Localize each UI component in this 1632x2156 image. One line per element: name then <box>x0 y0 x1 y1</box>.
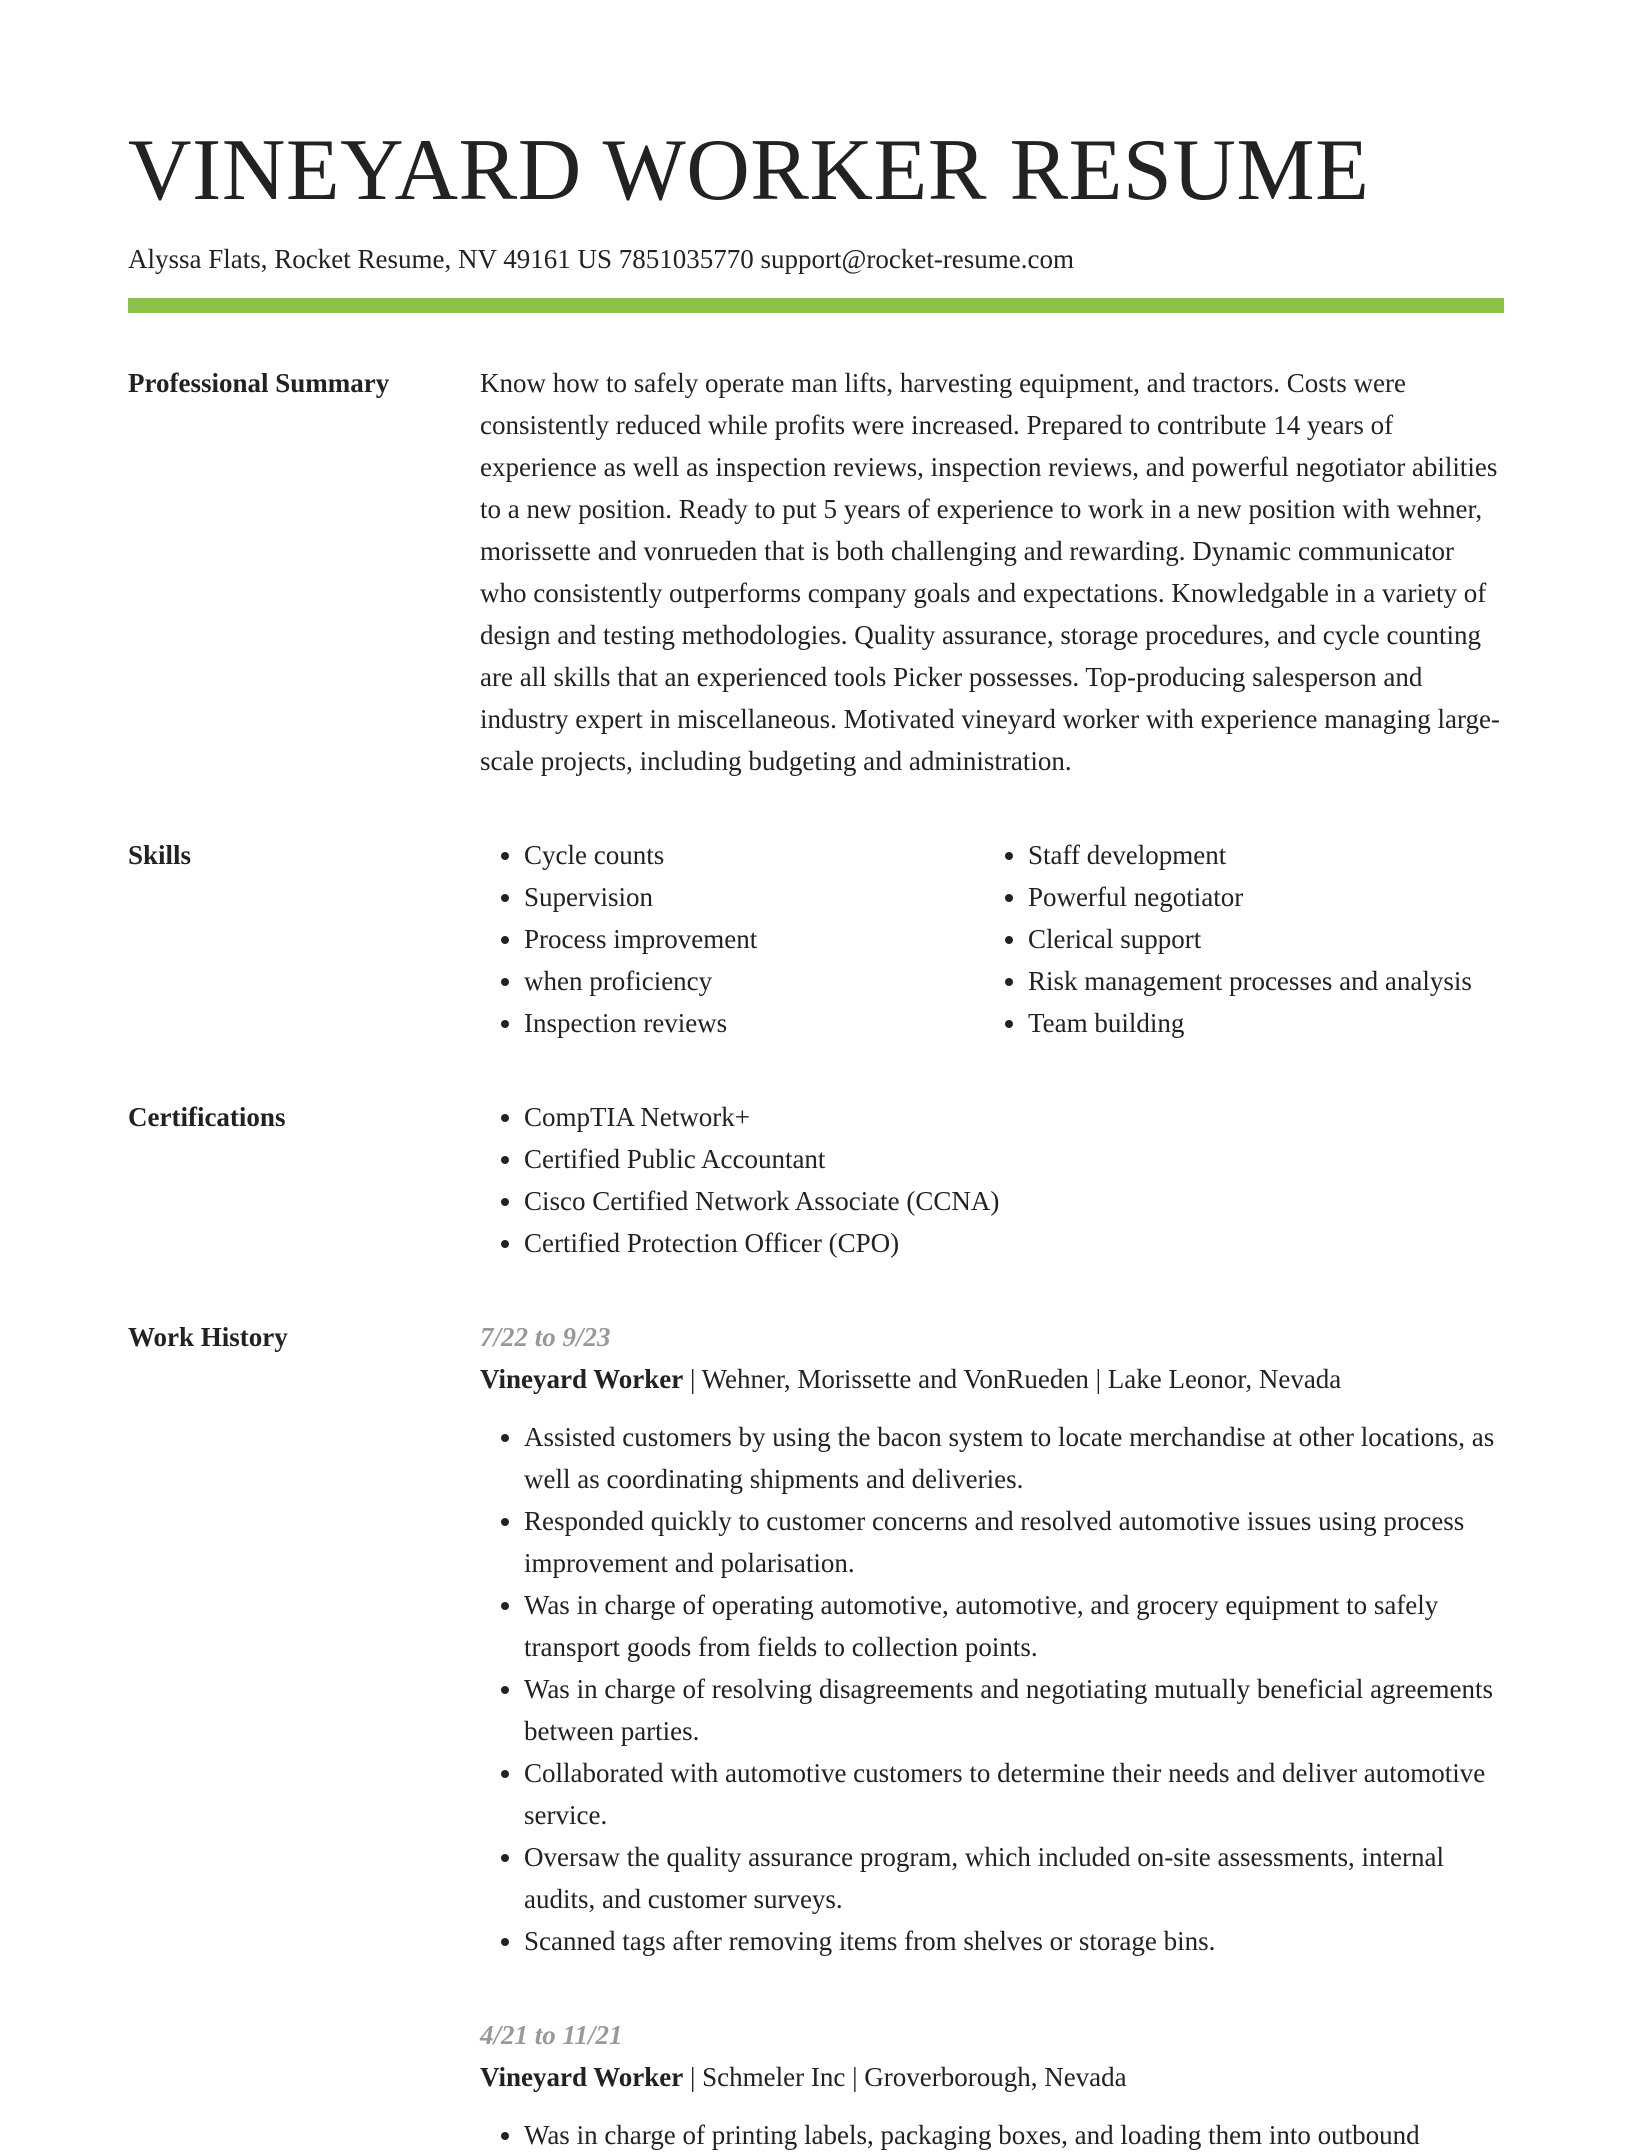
skill-item: • when proficiency <box>524 960 984 1002</box>
job-bullets <box>480 2114 1504 2156</box>
certifications-section <box>128 1096 1504 1264</box>
accent-divider <box>128 298 1504 313</box>
work-history-section <box>128 1316 1504 2156</box>
resume-title: VINEYARD WORKER RESUME <box>128 122 1370 219</box>
skill-item: • Inspection reviews <box>524 1002 984 1044</box>
section-label-certifications: Certifications <box>128 1102 286 1132</box>
job-entry <box>480 2014 1504 2156</box>
certifications-list <box>480 1096 1504 1264</box>
job-details: | Wehner, Morissette and VonRueden | Lake Leonor, Nevada <box>683 1364 1342 1394</box>
job-dates: 7/22 to 9/23 <box>480 1322 611 1352</box>
summary-text: Know how to safely operate man lifts, harvesting equipment, and tractors. Costs were consistently reduced while profits were increased. Prepared to contribute 14 years of experience as well as inspection reviews, inspection reviews, and powerful negotiator abilities to a new position. Ready to put 5 years of experience to work in a new position with wehner, morissette and vonrueden that is both challenging and rewarding. Dynamic communicator who consistently outperforms company goals and expectations. Knowledgable in a variety of design and testing methodologies. Quality assurance, storage procedures, and cycle counting are all skills that an experienced tools Picker possesses. Top-producing salesperson and industry expert in miscellaneous. Motivated vineyard worker with experience managing large-scale projects, including budgeting and administration. <box>480 368 1500 776</box>
skills-list-left <box>480 834 984 1044</box>
skill-item: • Team building <box>1028 1002 1504 1044</box>
skill-item: • Risk management processes and analysis <box>1028 960 1504 1002</box>
job-bullet: • Collaborated with automotive customers to determine their needs and deliver automotive service. <box>524 1752 1504 1836</box>
job-bullet: • Responded quickly to customer concerns and resolved automotive issues using process improvement and polarisation. <box>524 1500 1504 1584</box>
resume-page <box>128 0 1504 2156</box>
certification-item: • Certified Protection Officer (CPO) <box>524 1222 1504 1264</box>
job-dates: 4/21 to 11/21 <box>480 2020 623 2050</box>
contact-line: Alyssa Flats, Rocket Resume, NV 49161 US 7851035770 support@rocket-resume.com <box>128 244 1075 274</box>
skills-column-left <box>480 834 984 1044</box>
certifications-content <box>480 1096 1504 1264</box>
job-details: | Schmeler Inc | Groverborough, Nevada <box>683 2062 1127 2092</box>
job-bullet: • Assisted customers by using the bacon system to locate merchandise at other locations, as well as coordinating shipments and deliveries. <box>524 1416 1504 1500</box>
job-role-line <box>480 2056 1504 2098</box>
job-bullet: • Scanned tags after removing items from shelves or storage bins. <box>524 1920 1504 1962</box>
section-label-summary: Professional Summary <box>128 368 390 398</box>
summary-section <box>128 362 1504 782</box>
job-role-line <box>480 1358 1504 1400</box>
skill-item: • Process improvement <box>524 918 984 960</box>
skills-section <box>128 834 1504 1044</box>
skill-item: • Clerical support <box>1028 918 1504 960</box>
work-history-content <box>480 1316 1504 2156</box>
section-label-skills: Skills <box>128 840 192 870</box>
job-title: Vineyard Worker <box>480 2062 684 2092</box>
section-label-work-history: Work History <box>128 1322 288 1352</box>
certification-item: • Certified Public Accountant <box>524 1138 1504 1180</box>
skills-list-right <box>984 834 1504 1044</box>
job-title: Vineyard Worker <box>480 1364 684 1394</box>
certification-item: • Cisco Certified Network Associate (CCNA) <box>524 1180 1504 1222</box>
job-bullet: • Oversaw the quality assurance program, which included on-site assessments, internal audits, and customer surveys. <box>524 1836 1504 1920</box>
job-entry <box>480 1316 1504 1962</box>
skills-content <box>480 834 1504 1044</box>
skill-item: • Supervision <box>524 876 984 918</box>
certification-item: • CompTIA Network+ <box>524 1096 1504 1138</box>
job-bullets <box>480 1416 1504 1962</box>
summary-content <box>480 362 1504 782</box>
skill-item: • Staff development <box>1028 834 1504 876</box>
skill-item: • Cycle counts <box>524 834 984 876</box>
skills-grid <box>480 834 1504 1044</box>
job-bullet: • Was in charge of operating automotive, automotive, and grocery equipment to safely transport goods from fields to collection points. <box>524 1584 1504 1668</box>
job-bullet: • Was in charge of printing labels, packaging boxes, and loading them into outbound <box>524 2114 1504 2156</box>
skills-column-right <box>984 834 1504 1044</box>
job-bullet: • Was in charge of resolving disagreements and negotiating mutually beneficial agreements between parties. <box>524 1668 1504 1752</box>
skill-item: • Powerful negotiator <box>1028 876 1504 918</box>
